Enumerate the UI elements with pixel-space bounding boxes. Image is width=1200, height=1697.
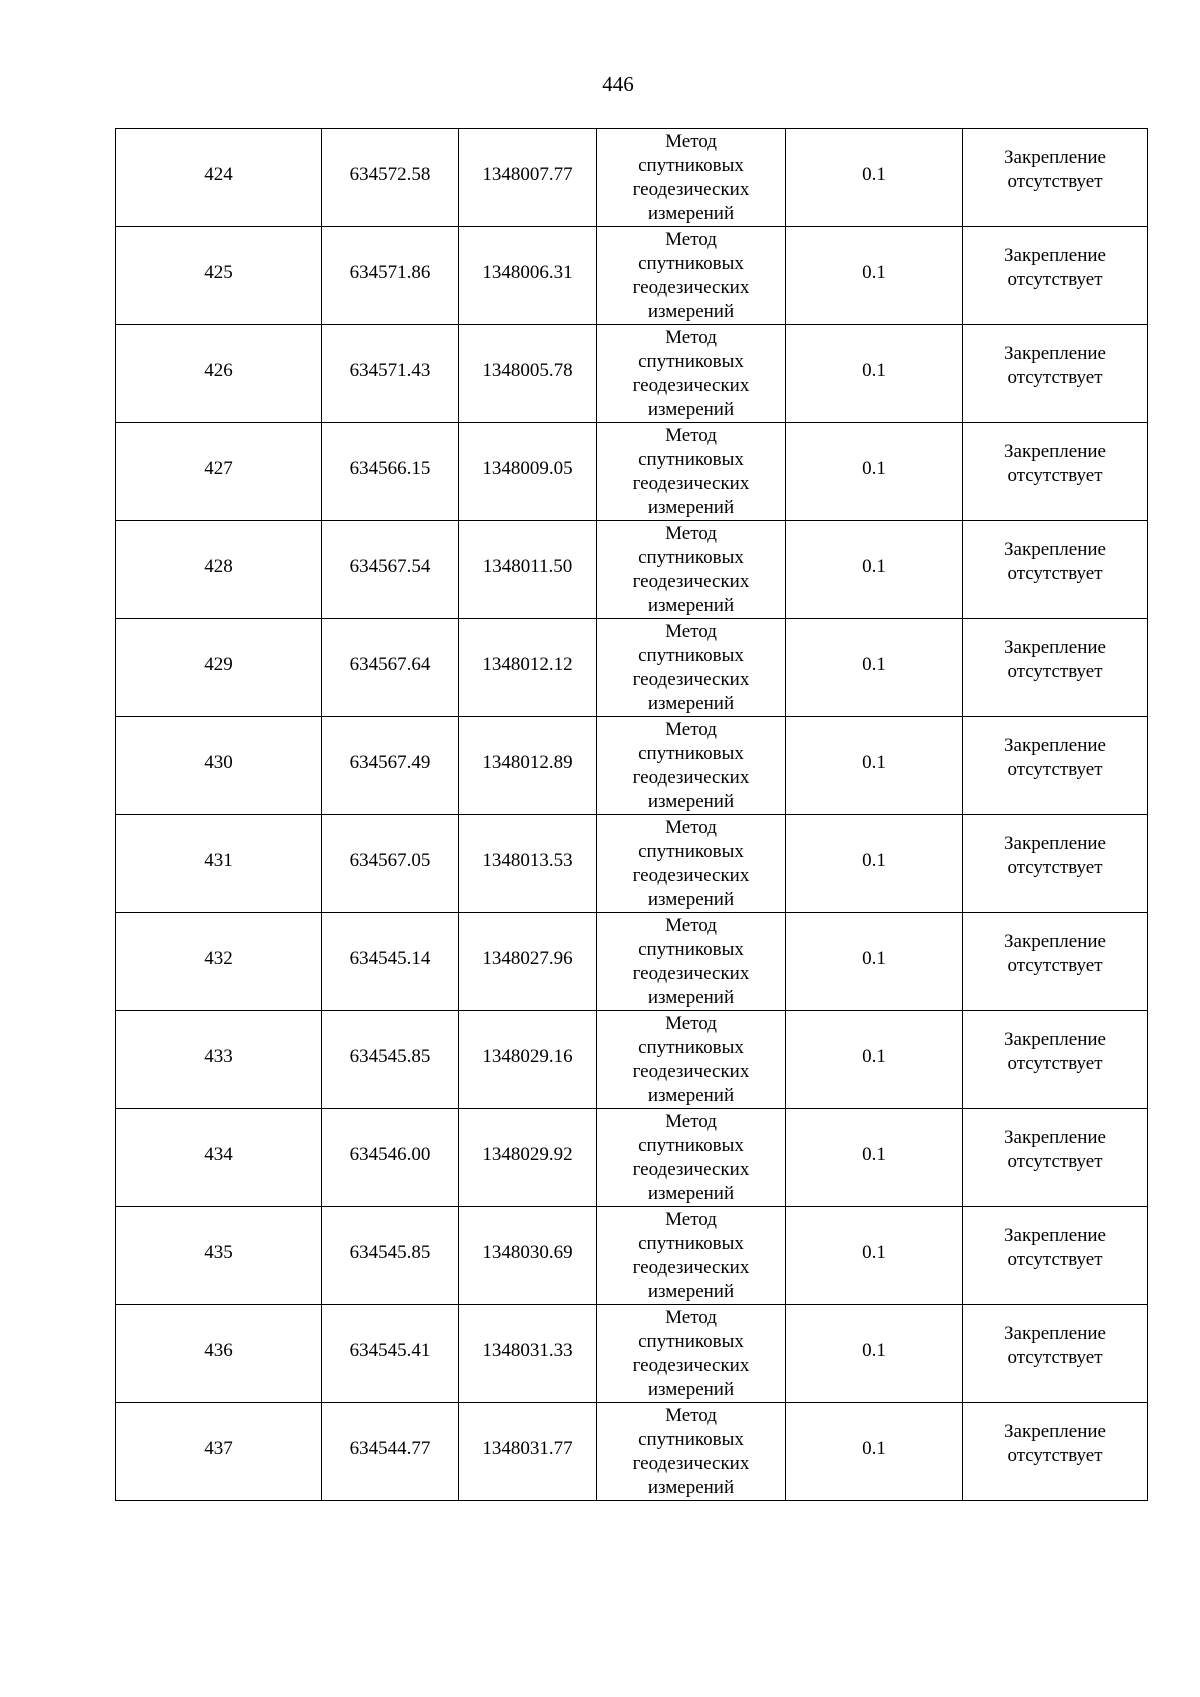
fixation-line: Закрепление (1004, 1224, 1106, 1246)
fixation-cell (963, 1207, 1148, 1305)
point-number-cell-value: 431 (204, 849, 233, 871)
accuracy-cell (786, 1207, 963, 1305)
x-coordinate-cell-value: 634571.86 (349, 261, 431, 283)
point-number-cell-value: 437 (204, 1437, 233, 1459)
fixation-line: Закрепление (1004, 440, 1106, 462)
fixation-line: отсутствует (1007, 1444, 1103, 1466)
table-row (116, 129, 1148, 227)
point-number-cell (116, 1109, 322, 1207)
method-line: геодезических (632, 962, 750, 984)
method-line: спутниковых (638, 1134, 744, 1156)
y-coordinate-cell-value: 1348030.69 (482, 1241, 573, 1263)
method-line: измерений (647, 888, 735, 910)
point-number-cell-value: 425 (204, 261, 233, 283)
fixation-line: Закрепление (1004, 1028, 1106, 1050)
x-coordinate-cell (322, 1109, 459, 1207)
method-line: измерений (647, 1280, 735, 1302)
method-line: геодезических (632, 864, 750, 886)
y-coordinate-cell-value: 1348029.92 (482, 1143, 573, 1165)
method-line: спутниковых (638, 546, 744, 568)
table-row (116, 325, 1148, 423)
y-coordinate-cell (459, 227, 597, 325)
point-number-cell (116, 815, 322, 913)
fixation-line: отсутствует (1007, 1248, 1103, 1270)
point-number-cell-value: 434 (204, 1143, 233, 1165)
y-coordinate-cell (459, 1403, 597, 1501)
fixation-cell (963, 423, 1148, 521)
accuracy-cell (786, 325, 963, 423)
method-line: спутниковых (638, 938, 744, 960)
accuracy-cell-value: 0.1 (862, 457, 886, 479)
accuracy-cell (786, 423, 963, 521)
fixation-line: отсутствует (1007, 856, 1103, 878)
x-coordinate-cell-value: 634545.85 (349, 1045, 431, 1067)
method-line: геодезических (632, 668, 750, 690)
table-body (116, 129, 1148, 1501)
fixation-cell (963, 913, 1148, 1011)
fixation-cell (963, 325, 1148, 423)
page-number: 446 (602, 72, 634, 96)
fixation-cell (963, 619, 1148, 717)
point-number-cell (116, 1403, 322, 1501)
fixation-line: отсутствует (1007, 660, 1103, 682)
method-line: спутниковых (638, 840, 744, 862)
method-line: измерений (647, 1084, 735, 1106)
method-line: Метод (665, 1110, 717, 1132)
fixation-cell (963, 815, 1148, 913)
table-row (116, 717, 1148, 815)
method-line: геодезических (632, 1158, 750, 1180)
accuracy-cell-value: 0.1 (862, 555, 886, 577)
accuracy-cell-value: 0.1 (862, 1045, 886, 1067)
accuracy-cell-value: 0.1 (862, 751, 886, 773)
fixation-line: отсутствует (1007, 268, 1103, 290)
x-coordinate-cell-value: 634567.64 (349, 653, 431, 675)
x-coordinate-cell (322, 325, 459, 423)
x-coordinate-cell (322, 717, 459, 815)
fixation-line: Закрепление (1004, 1322, 1106, 1344)
method-line: измерений (647, 300, 735, 322)
fixation-line: Закрепление (1004, 538, 1106, 560)
method-cell (597, 815, 786, 913)
method-cell (597, 325, 786, 423)
x-coordinate-cell (322, 1011, 459, 1109)
method-line: геодезических (632, 178, 750, 200)
method-cell (597, 1207, 786, 1305)
method-line: спутниковых (638, 1428, 744, 1450)
point-number-cell (116, 619, 322, 717)
x-coordinate-cell (322, 815, 459, 913)
method-line: измерений (647, 496, 735, 518)
method-line: измерений (647, 790, 735, 812)
method-line: Метод (665, 424, 717, 446)
y-coordinate-cell-value: 1348013.53 (482, 849, 573, 871)
y-coordinate-cell-value: 1348027.96 (482, 947, 573, 969)
x-coordinate-cell (322, 521, 459, 619)
fixation-cell (963, 1403, 1148, 1501)
accuracy-cell (786, 619, 963, 717)
method-cell (597, 1011, 786, 1109)
accuracy-cell-value: 0.1 (862, 359, 886, 381)
y-coordinate-cell-value: 1348029.16 (482, 1045, 573, 1067)
fixation-line: отсутствует (1007, 1346, 1103, 1368)
method-line: геодезических (632, 276, 750, 298)
point-number-cell-value: 436 (204, 1339, 233, 1361)
y-coordinate-cell (459, 717, 597, 815)
method-cell (597, 717, 786, 815)
accuracy-cell (786, 227, 963, 325)
x-coordinate-cell-value: 634545.14 (349, 947, 431, 969)
fixation-line: отсутствует (1007, 562, 1103, 584)
point-number-cell (116, 913, 322, 1011)
method-line: геодезических (632, 472, 750, 494)
y-coordinate-cell (459, 325, 597, 423)
method-cell (597, 619, 786, 717)
method-line: измерений (647, 1476, 735, 1498)
method-line: Метод (665, 816, 717, 838)
point-number-cell (116, 227, 322, 325)
method-line: геодезических (632, 1452, 750, 1474)
accuracy-cell (786, 1403, 963, 1501)
table-row (116, 1305, 1148, 1403)
table-row (116, 815, 1148, 913)
point-number-cell-value: 430 (204, 751, 233, 773)
method-line: Метод (665, 228, 717, 250)
method-line: геодезических (632, 766, 750, 788)
x-coordinate-cell-value: 634566.15 (349, 457, 431, 479)
method-line: геодезических (632, 1060, 750, 1082)
method-line: Метод (665, 522, 717, 544)
table-row (116, 521, 1148, 619)
method-line: спутниковых (638, 350, 744, 372)
x-coordinate-cell-value: 634567.05 (349, 849, 431, 871)
table-row (116, 913, 1148, 1011)
method-line: Метод (665, 326, 717, 348)
fixation-cell (963, 1109, 1148, 1207)
fixation-line: Закрепление (1004, 146, 1106, 168)
y-coordinate-cell-value: 1348012.89 (482, 751, 573, 773)
point-number-cell (116, 325, 322, 423)
accuracy-cell (786, 1011, 963, 1109)
method-cell (597, 521, 786, 619)
method-line: спутниковых (638, 252, 744, 274)
method-line: геодезических (632, 1256, 750, 1278)
point-number-cell (116, 521, 322, 619)
table-row (116, 1011, 1148, 1109)
method-line: измерений (647, 202, 735, 224)
y-coordinate-cell (459, 1109, 597, 1207)
method-cell (597, 423, 786, 521)
method-line: спутниковых (638, 448, 744, 470)
point-number-cell (116, 423, 322, 521)
x-coordinate-cell-value: 634572.58 (349, 163, 431, 185)
table-row (116, 1109, 1148, 1207)
fixation-cell (963, 227, 1148, 325)
x-coordinate-cell-value: 634545.85 (349, 1241, 431, 1263)
method-line: измерений (647, 692, 735, 714)
y-coordinate-cell (459, 619, 597, 717)
method-line: спутниковых (638, 644, 744, 666)
table-row (116, 1207, 1148, 1305)
fixation-line: отсутствует (1007, 954, 1103, 976)
y-coordinate-cell (459, 129, 597, 227)
y-coordinate-cell-value: 1348005.78 (482, 359, 573, 381)
x-coordinate-cell-value: 634567.54 (349, 555, 431, 577)
fixation-line: Закрепление (1004, 1126, 1106, 1148)
point-number-cell-value: 432 (204, 947, 233, 969)
fixation-line: отсутствует (1007, 1150, 1103, 1172)
x-coordinate-cell (322, 1403, 459, 1501)
method-cell (597, 1403, 786, 1501)
point-number-cell-value: 427 (204, 457, 233, 479)
accuracy-cell (786, 717, 963, 815)
accuracy-cell-value: 0.1 (862, 163, 886, 185)
fixation-line: Закрепление (1004, 1420, 1106, 1442)
method-line: геодезических (632, 374, 750, 396)
method-line: спутниковых (638, 154, 744, 176)
point-number-cell (116, 1207, 322, 1305)
method-line: Метод (665, 130, 717, 152)
point-number-cell (116, 1305, 322, 1403)
fixation-line: Закрепление (1004, 636, 1106, 658)
y-coordinate-cell (459, 815, 597, 913)
method-line: измерений (647, 594, 735, 616)
method-cell (597, 129, 786, 227)
accuracy-cell-value: 0.1 (862, 1143, 886, 1165)
fixation-line: отсутствует (1007, 464, 1103, 486)
method-line: геодезических (632, 570, 750, 592)
method-line: геодезических (632, 1354, 750, 1376)
fixation-line: отсутствует (1007, 170, 1103, 192)
fixation-cell (963, 717, 1148, 815)
method-line: Метод (665, 1208, 717, 1230)
table-row (116, 423, 1148, 521)
x-coordinate-cell-value: 634571.43 (349, 359, 431, 381)
y-coordinate-cell (459, 1207, 597, 1305)
fixation-line: Закрепление (1004, 734, 1106, 756)
fixation-line: отсутствует (1007, 366, 1103, 388)
method-line: Метод (665, 1012, 717, 1034)
fixation-line: Закрепление (1004, 832, 1106, 854)
method-line: Метод (665, 1306, 717, 1328)
table-row (116, 227, 1148, 325)
point-number-cell-value: 429 (204, 653, 233, 675)
point-number-cell (116, 129, 322, 227)
method-line: Метод (665, 718, 717, 740)
point-number-cell-value: 428 (204, 555, 233, 577)
point-number-cell-value: 424 (204, 163, 233, 185)
x-coordinate-cell-value: 634567.49 (349, 751, 431, 773)
y-coordinate-cell (459, 1305, 597, 1403)
method-line: спутниковых (638, 1330, 744, 1352)
point-number-cell (116, 717, 322, 815)
coordinates-table (115, 128, 1148, 1501)
y-coordinate-cell-value: 1348031.77 (482, 1437, 573, 1459)
method-cell (597, 1109, 786, 1207)
accuracy-cell (786, 1109, 963, 1207)
accuracy-cell-value: 0.1 (862, 261, 886, 283)
y-coordinate-cell (459, 913, 597, 1011)
accuracy-cell (786, 129, 963, 227)
method-cell (597, 1305, 786, 1403)
x-coordinate-cell (322, 227, 459, 325)
accuracy-cell-value: 0.1 (862, 1437, 886, 1459)
x-coordinate-cell (322, 423, 459, 521)
method-line: измерений (647, 986, 735, 1008)
accuracy-cell-value: 0.1 (862, 1241, 886, 1263)
y-coordinate-cell-value: 1348031.33 (482, 1339, 573, 1361)
fixation-line: Закрепление (1004, 342, 1106, 364)
accuracy-cell (786, 815, 963, 913)
method-cell (597, 227, 786, 325)
y-coordinate-cell (459, 521, 597, 619)
y-coordinate-cell-value: 1348006.31 (482, 261, 573, 283)
y-coordinate-cell-value: 1348012.12 (482, 653, 573, 675)
method-cell (597, 913, 786, 1011)
fixation-line: отсутствует (1007, 1052, 1103, 1074)
method-line: измерений (647, 1378, 735, 1400)
x-coordinate-cell-value: 634545.41 (349, 1339, 431, 1361)
y-coordinate-cell-value: 1348009.05 (482, 457, 573, 479)
fixation-line: Закрепление (1004, 244, 1106, 266)
point-number-cell-value: 435 (204, 1241, 233, 1263)
method-line: измерений (647, 398, 735, 420)
accuracy-cell-value: 0.1 (862, 947, 886, 969)
fixation-cell (963, 1305, 1148, 1403)
x-coordinate-cell (322, 129, 459, 227)
method-line: спутниковых (638, 1036, 744, 1058)
y-coordinate-cell (459, 1011, 597, 1109)
fixation-cell (963, 521, 1148, 619)
point-number-cell-value: 433 (204, 1045, 233, 1067)
table-row (116, 1403, 1148, 1501)
fixation-line: отсутствует (1007, 758, 1103, 780)
x-coordinate-cell (322, 913, 459, 1011)
accuracy-cell (786, 913, 963, 1011)
x-coordinate-cell-value: 634544.77 (349, 1437, 431, 1459)
x-coordinate-cell-value: 634546.00 (349, 1143, 431, 1165)
accuracy-cell (786, 1305, 963, 1403)
method-line: Метод (665, 914, 717, 936)
x-coordinate-cell (322, 619, 459, 717)
point-number-cell (116, 1011, 322, 1109)
x-coordinate-cell (322, 1207, 459, 1305)
y-coordinate-cell-value: 1348011.50 (482, 555, 573, 577)
method-line: измерений (647, 1182, 735, 1204)
accuracy-cell (786, 521, 963, 619)
point-number-cell-value: 426 (204, 359, 233, 381)
fixation-cell (963, 129, 1148, 227)
x-coordinate-cell (322, 1305, 459, 1403)
y-coordinate-cell (459, 423, 597, 521)
method-line: Метод (665, 1404, 717, 1426)
accuracy-cell-value: 0.1 (862, 653, 886, 675)
method-line: Метод (665, 620, 717, 642)
fixation-line: Закрепление (1004, 930, 1106, 952)
y-coordinate-cell-value: 1348007.77 (482, 163, 573, 185)
accuracy-cell-value: 0.1 (862, 1339, 886, 1361)
accuracy-cell-value: 0.1 (862, 849, 886, 871)
method-line: спутниковых (638, 742, 744, 764)
method-line: спутниковых (638, 1232, 744, 1254)
table-row (116, 619, 1148, 717)
fixation-cell (963, 1011, 1148, 1109)
